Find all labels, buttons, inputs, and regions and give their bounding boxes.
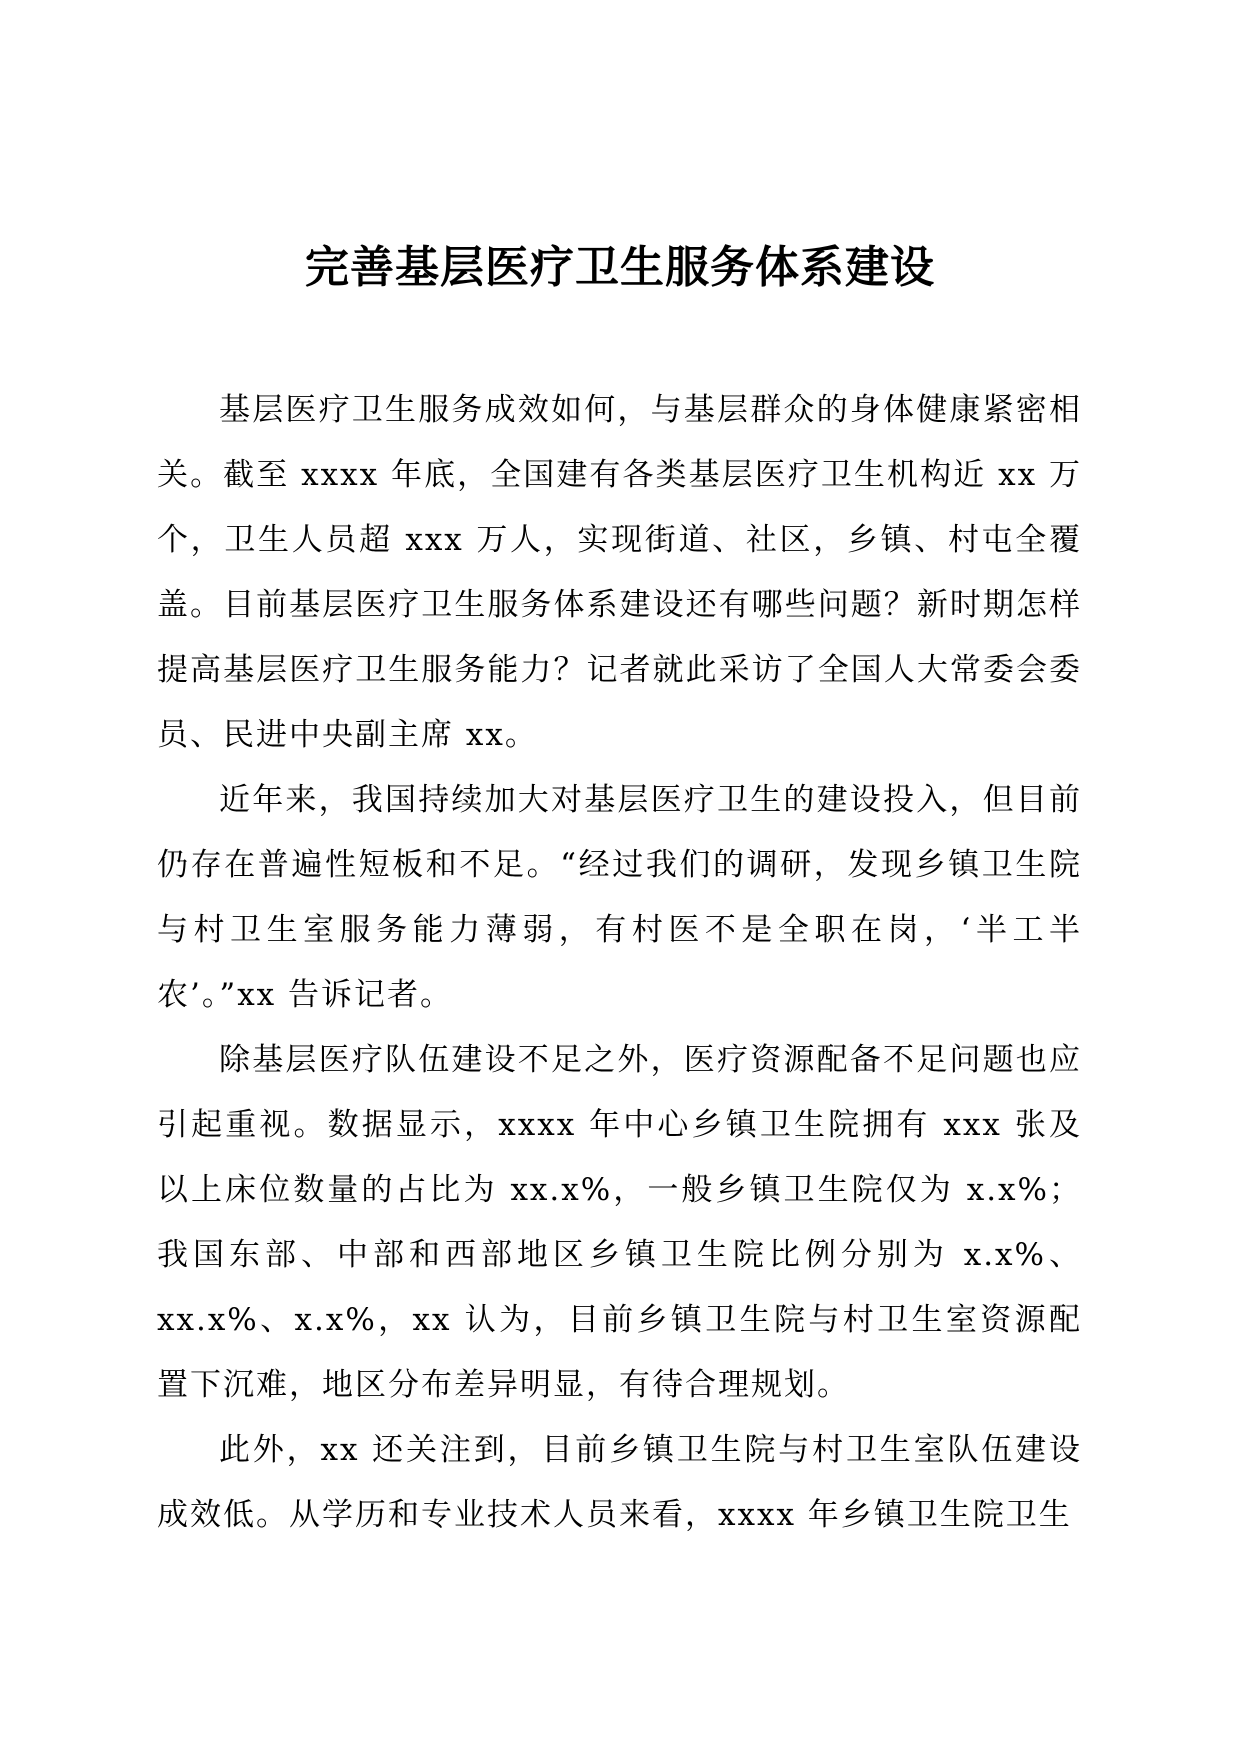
paragraph-3: 除基层医疗队伍建设不足之外，医疗资源配备不足问题也应引起重视。数据显示，xxxx 年中心乡镇卫生院拥有 xxx 张及以上床位数量的占比为 xx.x%，一般乡镇卫生院仅为 x.x%；我国东部、中部和西部地区乡镇卫生院比例分别为 x.x%、xx.x%、x.x%，xx 认为，目前乡镇卫生院与村卫生室资源配置下沉难，地区分布差异明显，有待合理规划。: [157, 1042, 1082, 1403]
paragraph-2: 近年来，我国持续加大对基层医疗卫生的建设投入，但目前仍存在普遍性短板和不足。“经过我们的调研，发现乡镇卫生院与村卫生室服务能力薄弱，有村医不是全职在岗，‘半工半农’。”xx 告诉记者。: [157, 782, 1082, 1013]
document-body: [157, 378, 1082, 1548]
paragraph-4: 此外，xx 还关注到，目前乡镇卫生院与村卫生室队伍建设成效低。从学历和专业技术人员来看，xxxx 年乡镇卫生院卫生: [157, 1432, 1082, 1533]
paragraph-1: 基层医疗卫生服务成效如何，与基层群众的身体健康紧密相关。截至 xxxx 年底，全国建有各类基层医疗卫生机构近 xx 万个，卫生人员超 xxx 万人，实现街道、社区，乡镇、村屯全覆盖。目前基层医疗卫生服务体系建设还有哪些问题？新时期怎样提高基层医疗卫生服务能力？记者就此采访了全国人大常委会委员、民进中央副主席 xx。: [157, 392, 1082, 753]
document-title: 完善基层医疗卫生服务体系建设: [305, 242, 935, 293]
